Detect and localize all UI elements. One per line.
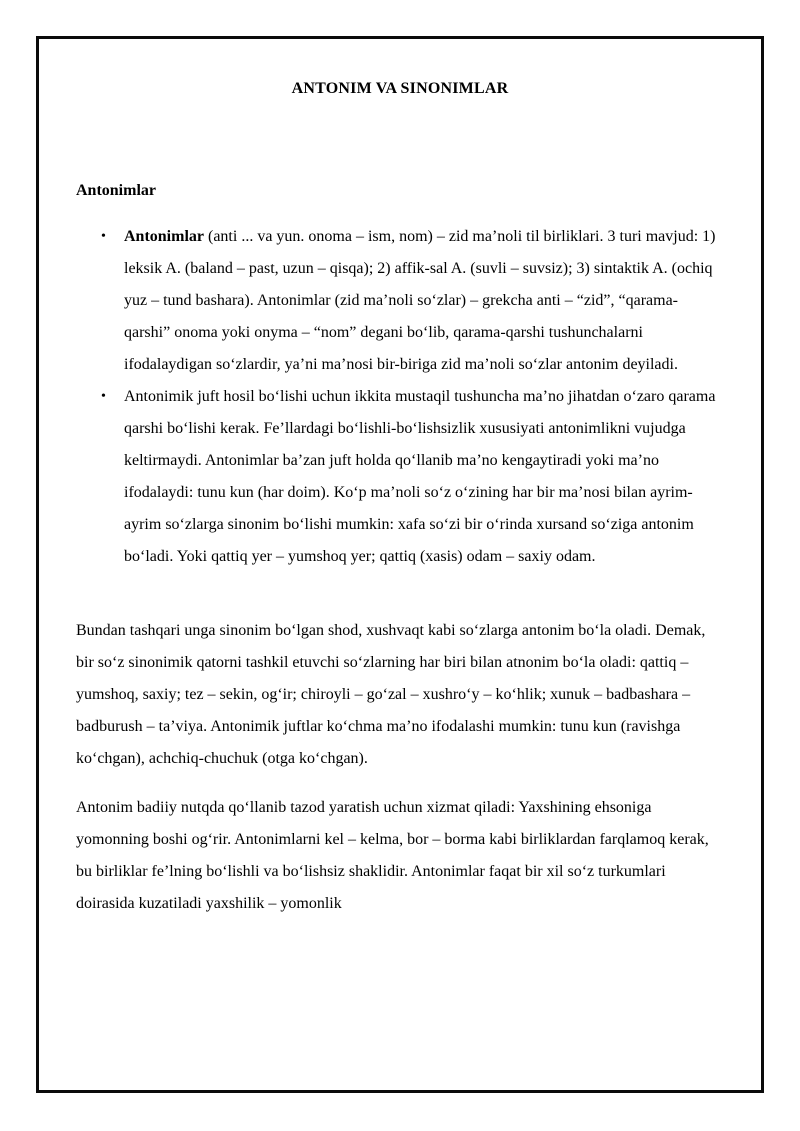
paragraph: Antonim badiiy nutqda qo‘llanib tazod yaratish uchun xizmat qiladi: Yaxshining ehsoniga yomonning boshi og‘rir. Antonimlarni kel – kelma, bor – borma kabi birliklardan farqlamoq kerak, bu birliklar fe’lning bo‘lishli va bo‘lishsiz shaklidir. Antonimlar faqat bir xil so‘z turkumlari doirasida kuzatiladi yaxshilik – yomonlik: [76, 799, 709, 912]
section-heading: Antonimlar: [76, 182, 156, 199]
bullet-item: [124, 381, 724, 573]
bullet-item: [124, 221, 724, 381]
document-title: ANTONIM VA SINONIMLAR: [291, 80, 509, 97]
paragraph: Bundan tashqari unga sinonim bo‘lgan shod, xushvaqt kabi so‘zlarga antonim bo‘la oladi. Demak, bir so‘z sinonimik qatorni tashkil etuvchi so‘zlarning har biri bilan atnonim bo‘la oladi: qattiq – yumshoq, saxiy; tez – sekin, og‘ir; chiroyli – go‘zal – xushro‘y – ko‘hlik; xunuk – badbashara – badburush – ta’viya. Antonimik juftlar ko‘chma ma’no ifodalashi mumkin: tunu kun (ravishga ko‘chgan), achchiq-chuchuk (otga ko‘chgan).: [76, 622, 706, 767]
bullet-body: Antonimik juft hosil bo‘lishi uchun ikkita mustaqil tushuncha ma’no jihatdan o‘zaro qarama qarshi bo‘lishi kerak. Fe’llardagi bo‘lishli-bo‘lishsizlik xususiyati antonimlikni vujudga keltirmaydi. Antonimlar ba’zan juft holda qo‘llanib ma’no kengaytiradi yoki ma’no ifodalaydi: tunu kun (har doim). Ko‘p ma’noli so‘z o‘zining har bir ma’nosi bilan ayrim-ayrim so‘zlarga sinonim bo‘lishi mumkin: xafa so‘zi bir o‘rinda xursand so‘ziga antonim bo‘ladi. Yoki qattiq yer – yumshoq yer; qattiq (xasis) odam – saxiy odam.: [124, 388, 716, 565]
bullet-lead: Antonimlar: [124, 228, 204, 245]
page-border-frame: [36, 36, 764, 1093]
bullet-list: [76, 221, 724, 573]
bullet-body: (anti ... va yun. onoma – ism, nom) – zid ma’noli til birliklari. 3 turi mavjud: 1) leksik A. (baland – past, uzun – qisqa); 2) affik-sal A. (suvli – suvsiz); 3) sintaktik A. (ochiq yuz – tund bashara). Antonimlar (zid ma’noli so‘zlar) – grekcha anti – “zid”, “qarama-qarshi” onoma yoki onyma – “nom” degani bo‘lib, qarama-qarshi tushunchalarni ifodalaydigan so‘zlardir, ya’ni ma’nosi bir-biriga zid ma’noli so‘zlar antonim deyiladi.: [124, 228, 716, 373]
